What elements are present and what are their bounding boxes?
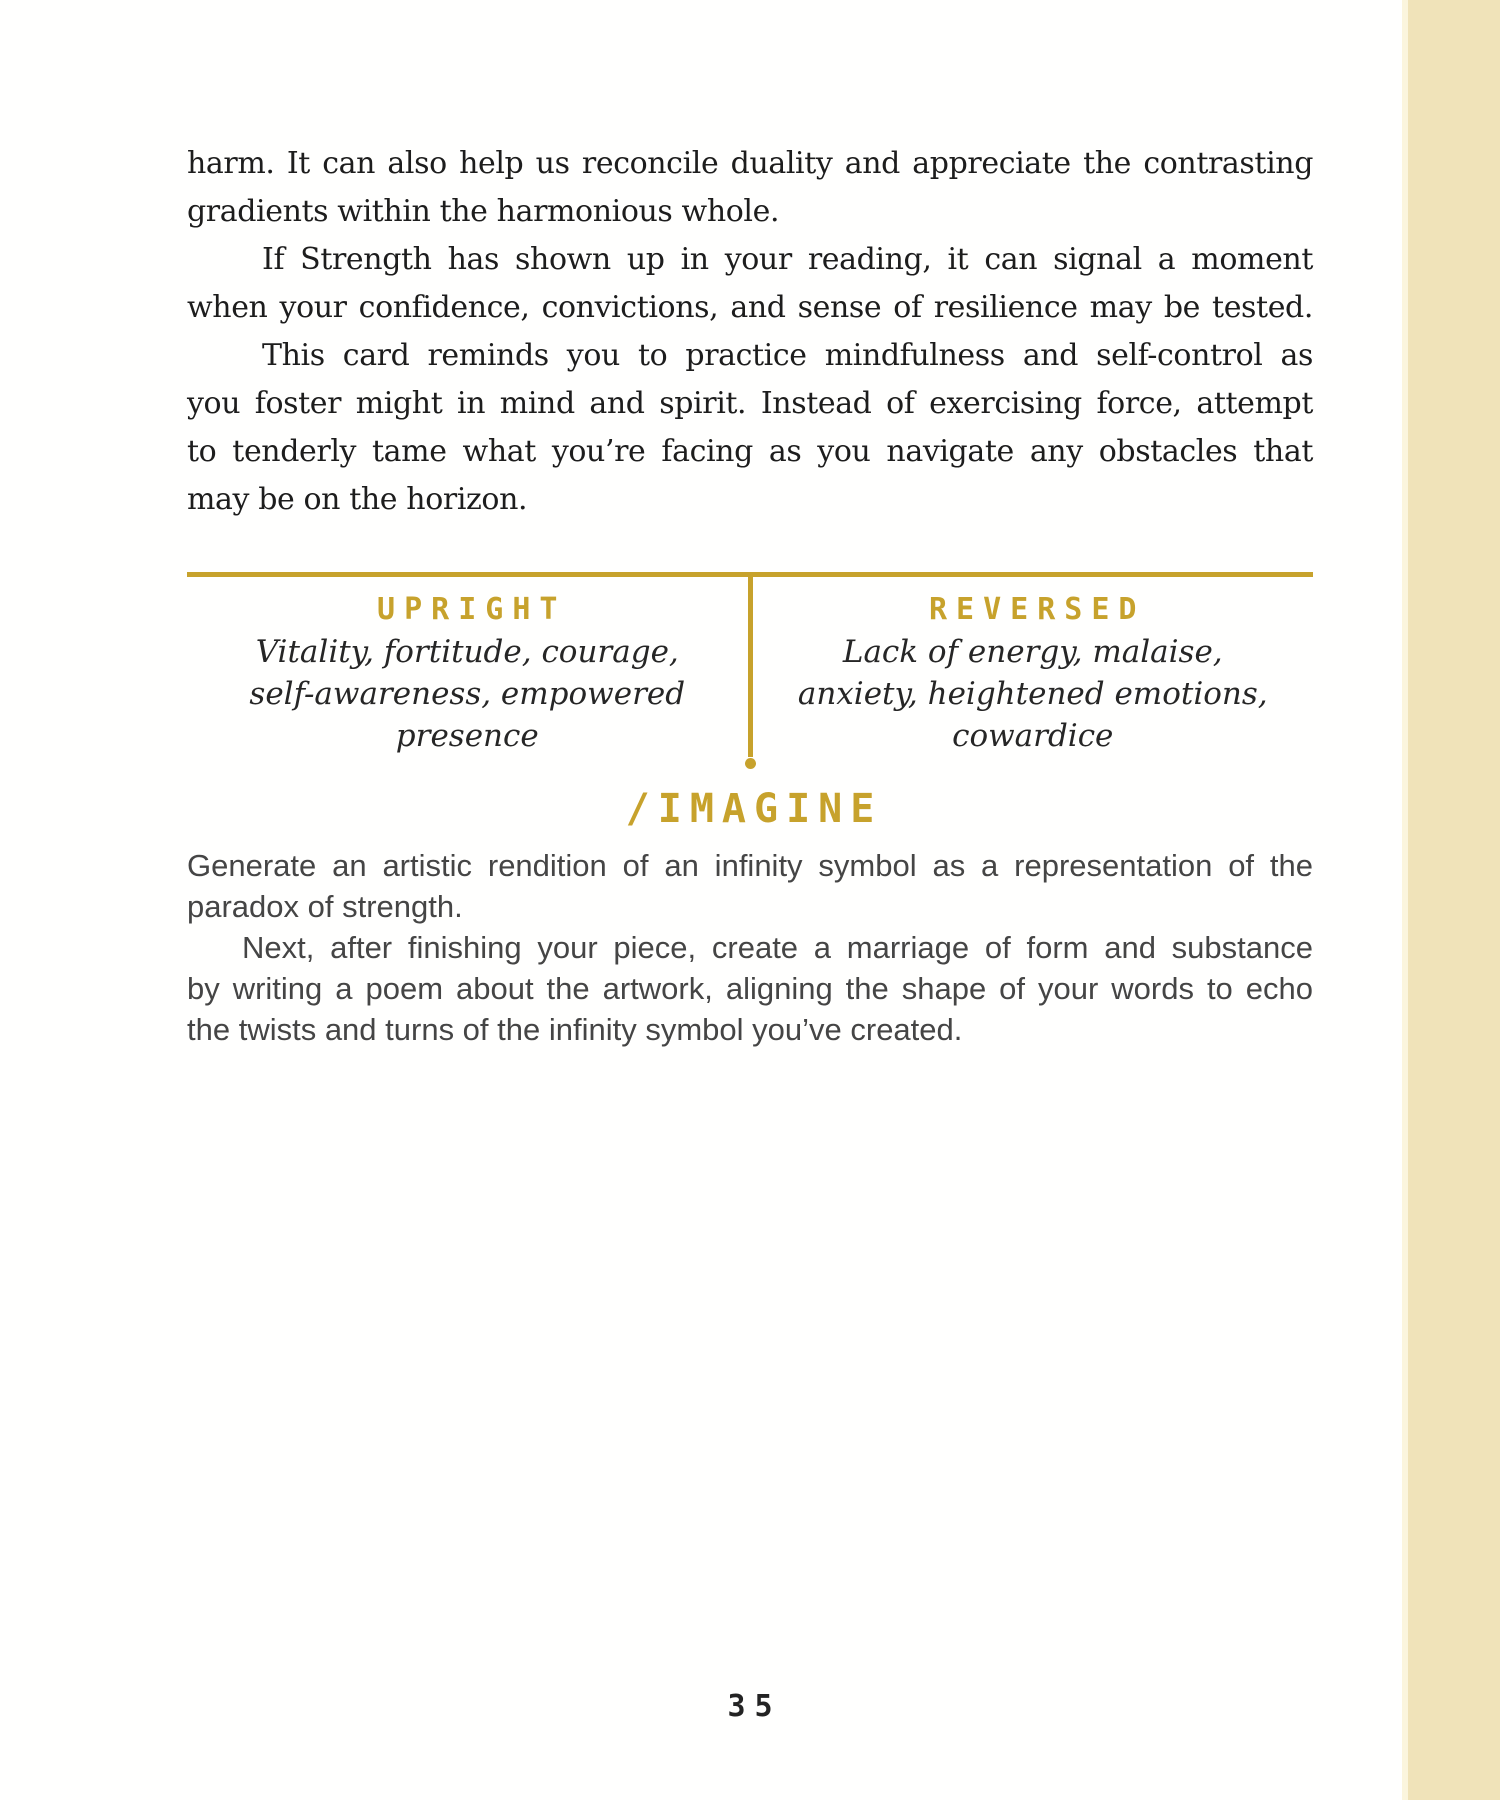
reversed-column — [753, 577, 1314, 757]
upright-meaning-line: Vitality, fortitude, courage, — [255, 634, 679, 670]
reversed-heading: REVERSED — [929, 592, 1146, 627]
body-text — [187, 140, 1313, 524]
body-line: This card reminds you to practice mindfulness and self-control as — [262, 338, 1313, 373]
page-content — [187, 140, 1313, 1050]
imagine-line: by writing a poem about the artwork, aligning the shape of your words to echo — [187, 971, 1313, 1006]
reversed-meaning-line: cowardice — [952, 718, 1114, 754]
upright-meaning-line: self-awareness, empowered — [249, 676, 686, 712]
reversed-meaning-line: Lack of energy, malaise, — [842, 634, 1223, 670]
body-line: you foster might in mind and spirit. Instead of exercising force, attempt — [187, 386, 1313, 421]
page-number: 35 — [727, 1689, 782, 1724]
body-line: harm. It can also help us reconcile duality and appreciate the contrasting — [187, 146, 1313, 181]
imagine-line: paradox of strength. — [187, 889, 463, 924]
tan-accent-strip — [1402, 0, 1500, 1800]
imagine-heading: /IMAGINE — [625, 786, 883, 832]
body-line: may be on the horizon. — [187, 482, 528, 517]
body-line: when your confidence, convictions, and sense of resilience may be tested. — [187, 290, 1313, 325]
upright-heading: UPRIGHT — [377, 592, 567, 627]
imagine-line: Next, after finishing your piece, create a marriage of form and substance — [242, 930, 1313, 965]
upright-meaning-line: presence — [395, 718, 539, 754]
body-line: to tenderly tame what you’re facing as you navigate any obstacles that — [187, 434, 1313, 469]
upright-column — [187, 577, 748, 757]
imagine-line: the twists and turns of the infinity symbol you’ve created. — [187, 1012, 963, 1047]
divider-end-dot — [745, 758, 756, 769]
imagine-line: Generate an artistic rendition of an infinity symbol as a representation of the — [187, 848, 1313, 883]
card-meanings-section — [187, 577, 1313, 757]
reversed-meaning-line: anxiety, heightened emotions, — [797, 676, 1268, 712]
divider-vertical-rule — [748, 577, 753, 757]
imagine-text — [187, 845, 1313, 1050]
body-line: gradients within the harmonious whole. — [187, 194, 780, 229]
body-line: If Strength has shown up in your reading, it can signal a moment — [262, 242, 1313, 277]
